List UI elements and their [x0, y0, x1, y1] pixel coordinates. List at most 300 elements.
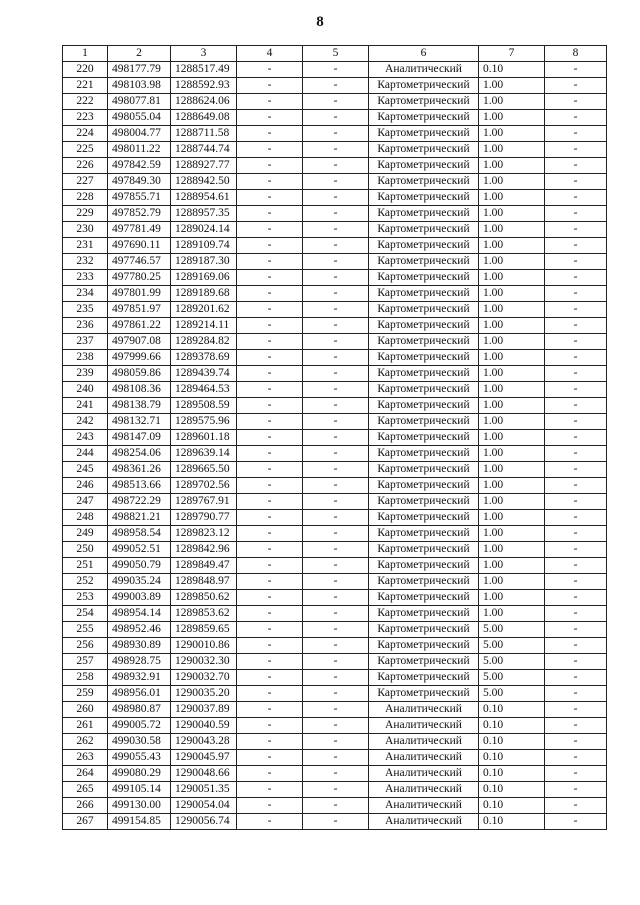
y-coordinate-cell: 1288624.06 — [171, 94, 237, 110]
col8-cell: - — [545, 286, 607, 302]
table-row — [63, 94, 607, 110]
x-coordinate-cell: 499154.85 — [108, 814, 171, 830]
x-coordinate-cell: 497999.66 — [108, 350, 171, 366]
method-cell: Аналитический — [369, 782, 479, 798]
col8-cell: - — [545, 446, 607, 462]
point-number-cell: 239 — [63, 366, 108, 382]
table-row — [63, 622, 607, 638]
method-cell: Картометрический — [369, 574, 479, 590]
x-coordinate-cell: 499003.89 — [108, 590, 171, 606]
accuracy-cell: 0.10 — [479, 798, 545, 814]
x-coordinate-cell: 498103.98 — [108, 78, 171, 94]
y-coordinate-cell: 1290051.35 — [171, 782, 237, 798]
method-cell: Картометрический — [369, 126, 479, 142]
accuracy-cell: 1.00 — [479, 462, 545, 478]
table-row — [63, 238, 607, 254]
x-coordinate-cell: 498932.91 — [108, 670, 171, 686]
method-cell: Картометрический — [369, 302, 479, 318]
col8-cell: - — [545, 270, 607, 286]
col4-cell: - — [237, 190, 303, 206]
x-coordinate-cell: 499130.00 — [108, 798, 171, 814]
col4-cell: - — [237, 78, 303, 94]
point-number-cell: 255 — [63, 622, 108, 638]
y-coordinate-cell: 1289187.30 — [171, 254, 237, 270]
accuracy-cell: 1.00 — [479, 110, 545, 126]
x-coordinate-cell: 499052.51 — [108, 542, 171, 558]
point-number-cell: 221 — [63, 78, 108, 94]
method-cell: Аналитический — [369, 798, 479, 814]
x-coordinate-cell: 499005.72 — [108, 718, 171, 734]
y-coordinate-cell: 1289665.50 — [171, 462, 237, 478]
table-row — [63, 462, 607, 478]
y-coordinate-cell: 1290056.74 — [171, 814, 237, 830]
method-cell: Картометрический — [369, 494, 479, 510]
accuracy-cell: 1.00 — [479, 126, 545, 142]
accuracy-cell: 5.00 — [479, 670, 545, 686]
col5-cell: - — [303, 126, 369, 142]
method-cell: Картометрический — [369, 590, 479, 606]
method-cell: Картометрический — [369, 398, 479, 414]
y-coordinate-cell: 1289853.62 — [171, 606, 237, 622]
method-cell: Картометрический — [369, 462, 479, 478]
table-row — [63, 510, 607, 526]
col5-cell: - — [303, 78, 369, 94]
table-row — [63, 206, 607, 222]
column-header: 2 — [108, 46, 171, 62]
col4-cell: - — [237, 222, 303, 238]
method-cell: Картометрический — [369, 558, 479, 574]
method-cell: Аналитический — [369, 718, 479, 734]
x-coordinate-cell: 498177.79 — [108, 62, 171, 78]
accuracy-cell: 1.00 — [479, 142, 545, 158]
point-number-cell: 237 — [63, 334, 108, 350]
col4-cell: - — [237, 670, 303, 686]
y-coordinate-cell: 1289575.96 — [171, 414, 237, 430]
table-row — [63, 478, 607, 494]
col5-cell: - — [303, 238, 369, 254]
col5-cell: - — [303, 430, 369, 446]
col5-cell: - — [303, 526, 369, 542]
point-number-cell: 266 — [63, 798, 108, 814]
col8-cell: - — [545, 734, 607, 750]
col8-cell: - — [545, 190, 607, 206]
table-row — [63, 670, 607, 686]
x-coordinate-cell: 498361.26 — [108, 462, 171, 478]
y-coordinate-cell: 1290037.89 — [171, 702, 237, 718]
point-number-cell: 231 — [63, 238, 108, 254]
accuracy-cell: 5.00 — [479, 686, 545, 702]
col5-cell: - — [303, 462, 369, 478]
table-row — [63, 350, 607, 366]
method-cell: Картометрический — [369, 142, 479, 158]
column-header: 4 — [237, 46, 303, 62]
point-number-cell: 232 — [63, 254, 108, 270]
point-number-cell: 260 — [63, 702, 108, 718]
col8-cell: - — [545, 318, 607, 334]
table-row — [63, 190, 607, 206]
x-coordinate-cell: 497849.30 — [108, 174, 171, 190]
accuracy-cell: 5.00 — [479, 638, 545, 654]
accuracy-cell: 1.00 — [479, 478, 545, 494]
y-coordinate-cell: 1289849.47 — [171, 558, 237, 574]
x-coordinate-cell: 498132.71 — [108, 414, 171, 430]
table-row — [63, 382, 607, 398]
y-coordinate-cell: 1290054.04 — [171, 798, 237, 814]
col4-cell: - — [237, 510, 303, 526]
col8-cell: - — [545, 158, 607, 174]
col5-cell: - — [303, 206, 369, 222]
point-number-cell: 223 — [63, 110, 108, 126]
column-header: 3 — [171, 46, 237, 62]
col8-cell: - — [545, 430, 607, 446]
accuracy-cell: 1.00 — [479, 222, 545, 238]
col4-cell: - — [237, 94, 303, 110]
point-number-cell: 226 — [63, 158, 108, 174]
x-coordinate-cell: 498254.06 — [108, 446, 171, 462]
method-cell: Картометрический — [369, 670, 479, 686]
point-number-cell: 250 — [63, 542, 108, 558]
x-coordinate-cell: 498147.09 — [108, 430, 171, 446]
col4-cell: - — [237, 702, 303, 718]
col5-cell: - — [303, 702, 369, 718]
point-number-cell: 228 — [63, 190, 108, 206]
y-coordinate-cell: 1289109.74 — [171, 238, 237, 254]
table-row — [63, 558, 607, 574]
point-number-cell: 242 — [63, 414, 108, 430]
col8-cell: - — [545, 254, 607, 270]
x-coordinate-cell: 498958.54 — [108, 526, 171, 542]
point-number-cell: 225 — [63, 142, 108, 158]
table-row — [63, 654, 607, 670]
col5-cell: - — [303, 766, 369, 782]
x-coordinate-cell: 498928.75 — [108, 654, 171, 670]
x-coordinate-cell: 498108.36 — [108, 382, 171, 398]
col8-cell: - — [545, 174, 607, 190]
point-number-cell: 262 — [63, 734, 108, 750]
col5-cell: - — [303, 142, 369, 158]
point-number-cell: 252 — [63, 574, 108, 590]
table-row — [63, 814, 607, 830]
col8-cell: - — [545, 526, 607, 542]
y-coordinate-cell: 1289201.62 — [171, 302, 237, 318]
method-cell: Картометрический — [369, 190, 479, 206]
col4-cell: - — [237, 302, 303, 318]
col8-cell: - — [545, 334, 607, 350]
table-row — [63, 110, 607, 126]
col4-cell: - — [237, 446, 303, 462]
method-cell: Картометрический — [369, 686, 479, 702]
col5-cell: - — [303, 446, 369, 462]
col5-cell: - — [303, 334, 369, 350]
col5-cell: - — [303, 750, 369, 766]
method-cell: Картометрический — [369, 350, 479, 366]
y-coordinate-cell: 1290040.59 — [171, 718, 237, 734]
point-number-cell: 261 — [63, 718, 108, 734]
col8-cell: - — [545, 78, 607, 94]
table-row — [63, 126, 607, 142]
method-cell: Картометрический — [369, 654, 479, 670]
col5-cell: - — [303, 782, 369, 798]
accuracy-cell: 5.00 — [479, 622, 545, 638]
y-coordinate-cell: 1290032.30 — [171, 654, 237, 670]
y-coordinate-cell: 1288592.93 — [171, 78, 237, 94]
col4-cell: - — [237, 382, 303, 398]
x-coordinate-cell: 499050.79 — [108, 558, 171, 574]
point-number-cell: 248 — [63, 510, 108, 526]
col4-cell: - — [237, 126, 303, 142]
x-coordinate-cell: 497852.79 — [108, 206, 171, 222]
col4-cell: - — [237, 638, 303, 654]
method-cell: Картометрический — [369, 606, 479, 622]
col8-cell: - — [545, 718, 607, 734]
col5-cell: - — [303, 686, 369, 702]
accuracy-cell: 5.00 — [479, 654, 545, 670]
col4-cell: - — [237, 318, 303, 334]
method-cell: Картометрический — [369, 526, 479, 542]
col8-cell: - — [545, 302, 607, 318]
table-row — [63, 318, 607, 334]
accuracy-cell: 1.00 — [479, 526, 545, 542]
col8-cell: - — [545, 94, 607, 110]
col8-cell: - — [545, 398, 607, 414]
method-cell: Картометрический — [369, 222, 479, 238]
col5-cell: - — [303, 814, 369, 830]
accuracy-cell: 1.00 — [479, 590, 545, 606]
method-cell: Картометрический — [369, 254, 479, 270]
col5-cell: - — [303, 654, 369, 670]
table-row — [63, 222, 607, 238]
table-row — [63, 638, 607, 654]
column-header: 7 — [479, 46, 545, 62]
y-coordinate-cell: 1290043.28 — [171, 734, 237, 750]
col4-cell: - — [237, 206, 303, 222]
point-number-cell: 235 — [63, 302, 108, 318]
col8-cell: - — [545, 574, 607, 590]
col4-cell: - — [237, 398, 303, 414]
col5-cell: - — [303, 366, 369, 382]
point-number-cell: 224 — [63, 126, 108, 142]
accuracy-cell: 1.00 — [479, 78, 545, 94]
col4-cell: - — [237, 142, 303, 158]
table-row — [63, 798, 607, 814]
col4-cell: - — [237, 254, 303, 270]
x-coordinate-cell: 498722.29 — [108, 494, 171, 510]
col5-cell: - — [303, 94, 369, 110]
point-number-cell: 236 — [63, 318, 108, 334]
method-cell: Картометрический — [369, 286, 479, 302]
col8-cell: - — [545, 702, 607, 718]
x-coordinate-cell: 498821.21 — [108, 510, 171, 526]
col4-cell: - — [237, 430, 303, 446]
col8-cell: - — [545, 366, 607, 382]
accuracy-cell: 1.00 — [479, 574, 545, 590]
col5-cell: - — [303, 286, 369, 302]
col8-cell: - — [545, 494, 607, 510]
col8-cell: - — [545, 462, 607, 478]
y-coordinate-cell: 1289024.14 — [171, 222, 237, 238]
point-number-cell: 257 — [63, 654, 108, 670]
method-cell: Картометрический — [369, 174, 479, 190]
col5-cell: - — [303, 574, 369, 590]
x-coordinate-cell: 497746.57 — [108, 254, 171, 270]
method-cell: Картометрический — [369, 238, 479, 254]
method-cell: Картометрический — [369, 334, 479, 350]
accuracy-cell: 0.10 — [479, 702, 545, 718]
x-coordinate-cell: 499105.14 — [108, 782, 171, 798]
col5-cell: - — [303, 398, 369, 414]
col5-cell: - — [303, 638, 369, 654]
y-coordinate-cell: 1290048.66 — [171, 766, 237, 782]
col4-cell: - — [237, 814, 303, 830]
col5-cell: - — [303, 478, 369, 494]
table-header-row — [63, 46, 607, 62]
accuracy-cell: 1.00 — [479, 606, 545, 622]
accuracy-cell: 1.00 — [479, 382, 545, 398]
x-coordinate-cell: 497851.97 — [108, 302, 171, 318]
x-coordinate-cell: 498059.86 — [108, 366, 171, 382]
col8-cell: - — [545, 126, 607, 142]
method-cell: Картометрический — [369, 206, 479, 222]
method-cell: Картометрический — [369, 78, 479, 94]
accuracy-cell: 0.10 — [479, 814, 545, 830]
point-number-cell: 264 — [63, 766, 108, 782]
table-row — [63, 398, 607, 414]
point-number-cell: 240 — [63, 382, 108, 398]
method-cell: Картометрический — [369, 414, 479, 430]
table-row — [63, 286, 607, 302]
col8-cell: - — [545, 782, 607, 798]
method-cell: Картометрический — [369, 366, 479, 382]
table-row — [63, 574, 607, 590]
method-cell: Картометрический — [369, 158, 479, 174]
point-number-cell: 243 — [63, 430, 108, 446]
accuracy-cell: 0.10 — [479, 750, 545, 766]
col5-cell: - — [303, 606, 369, 622]
table-row — [63, 430, 607, 446]
table-row — [63, 766, 607, 782]
point-number-cell: 247 — [63, 494, 108, 510]
col4-cell: - — [237, 526, 303, 542]
method-cell: Картометрический — [369, 446, 479, 462]
method-cell: Картометрический — [369, 478, 479, 494]
table-row — [63, 606, 607, 622]
x-coordinate-cell: 498956.01 — [108, 686, 171, 702]
col5-cell: - — [303, 670, 369, 686]
table-row — [63, 366, 607, 382]
col8-cell: - — [545, 670, 607, 686]
col4-cell: - — [237, 494, 303, 510]
col4-cell: - — [237, 718, 303, 734]
x-coordinate-cell: 498513.66 — [108, 478, 171, 494]
x-coordinate-cell: 499035.24 — [108, 574, 171, 590]
col4-cell: - — [237, 782, 303, 798]
col8-cell: - — [545, 414, 607, 430]
x-coordinate-cell: 498980.87 — [108, 702, 171, 718]
y-coordinate-cell: 1288954.61 — [171, 190, 237, 206]
col8-cell: - — [545, 798, 607, 814]
accuracy-cell: 1.00 — [479, 558, 545, 574]
point-number-cell: 230 — [63, 222, 108, 238]
col4-cell: - — [237, 334, 303, 350]
col8-cell: - — [545, 238, 607, 254]
x-coordinate-cell: 497907.08 — [108, 334, 171, 350]
accuracy-cell: 1.00 — [479, 174, 545, 190]
col5-cell: - — [303, 622, 369, 638]
y-coordinate-cell: 1289439.74 — [171, 366, 237, 382]
point-number-cell: 265 — [63, 782, 108, 798]
table-row — [63, 414, 607, 430]
col5-cell: - — [303, 190, 369, 206]
col5-cell: - — [303, 718, 369, 734]
col8-cell: - — [545, 542, 607, 558]
col4-cell: - — [237, 766, 303, 782]
col4-cell: - — [237, 286, 303, 302]
col4-cell: - — [237, 798, 303, 814]
coordinates-table — [62, 45, 607, 830]
accuracy-cell: 1.00 — [479, 206, 545, 222]
col8-cell: - — [545, 142, 607, 158]
col8-cell: - — [545, 622, 607, 638]
col8-cell: - — [545, 478, 607, 494]
col8-cell: - — [545, 62, 607, 78]
col4-cell: - — [237, 350, 303, 366]
y-coordinate-cell: 1289639.14 — [171, 446, 237, 462]
point-number-cell: 259 — [63, 686, 108, 702]
y-coordinate-cell: 1290045.97 — [171, 750, 237, 766]
accuracy-cell: 1.00 — [479, 398, 545, 414]
col4-cell: - — [237, 590, 303, 606]
y-coordinate-cell: 1288517.49 — [171, 62, 237, 78]
col8-cell: - — [545, 814, 607, 830]
col5-cell: - — [303, 558, 369, 574]
y-coordinate-cell: 1289848.97 — [171, 574, 237, 590]
accuracy-cell: 1.00 — [479, 318, 545, 334]
method-cell: Аналитический — [369, 750, 479, 766]
y-coordinate-cell: 1289214.11 — [171, 318, 237, 334]
x-coordinate-cell: 499030.58 — [108, 734, 171, 750]
y-coordinate-cell: 1290035.20 — [171, 686, 237, 702]
col8-cell: - — [545, 382, 607, 398]
col5-cell: - — [303, 302, 369, 318]
col8-cell: - — [545, 510, 607, 526]
method-cell: Картометрический — [369, 382, 479, 398]
point-number-cell: 222 — [63, 94, 108, 110]
col4-cell: - — [237, 686, 303, 702]
y-coordinate-cell: 1289767.91 — [171, 494, 237, 510]
accuracy-cell: 1.00 — [479, 366, 545, 382]
table-row — [63, 542, 607, 558]
y-coordinate-cell: 1289790.77 — [171, 510, 237, 526]
accuracy-cell: 1.00 — [479, 254, 545, 270]
table-row — [63, 494, 607, 510]
y-coordinate-cell: 1289508.59 — [171, 398, 237, 414]
col8-cell: - — [545, 222, 607, 238]
method-cell: Аналитический — [369, 734, 479, 750]
accuracy-cell: 1.00 — [479, 302, 545, 318]
accuracy-cell: 1.00 — [479, 350, 545, 366]
column-header: 5 — [303, 46, 369, 62]
point-number-cell: 258 — [63, 670, 108, 686]
point-number-cell: 253 — [63, 590, 108, 606]
x-coordinate-cell: 497855.71 — [108, 190, 171, 206]
col4-cell: - — [237, 734, 303, 750]
col8-cell: - — [545, 686, 607, 702]
col4-cell: - — [237, 366, 303, 382]
col5-cell: - — [303, 542, 369, 558]
accuracy-cell: 1.00 — [479, 238, 545, 254]
accuracy-cell: 0.10 — [479, 766, 545, 782]
point-number-cell: 220 — [63, 62, 108, 78]
